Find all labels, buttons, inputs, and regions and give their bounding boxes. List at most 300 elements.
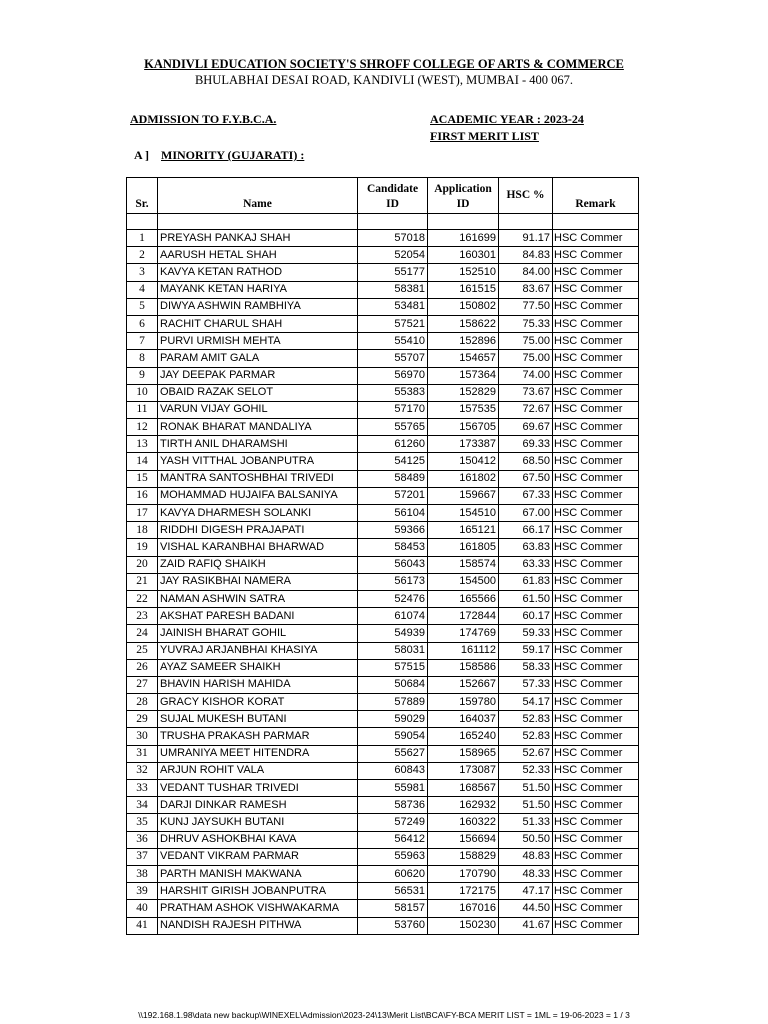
row-hsc-percent: 60.17 [499,608,553,625]
row-name: BHAVIN HARISH MAHIDA [158,676,358,693]
row-candidate-id: 58031 [358,642,428,659]
row-name: UMRANIYA MEET HITENDRA [158,745,358,762]
table-row [127,230,639,247]
row-candidate-id: 60843 [358,762,428,779]
table-row [127,762,639,779]
row-remark: HSC Commer [553,264,639,281]
row-name: ARJUN ROHIT VALA [158,762,358,779]
row-candidate-id: 61074 [358,608,428,625]
row-name: JAY RASIKBHAI NAMERA [158,573,358,590]
row-application-id: 160322 [428,814,499,831]
row-name: ZAID RAFIQ SHAIKH [158,556,358,573]
table-row [127,711,639,728]
header-hsc: HSC % [499,178,553,214]
row-candidate-id: 57018 [358,230,428,247]
table-row [127,453,639,470]
row-hsc-percent: 68.50 [499,453,553,470]
row-name: RIDDHI DIGESH PRAJAPATI [158,522,358,539]
row-remark: HSC Commer [553,470,639,487]
row-sr: 41 [127,917,158,934]
row-name: RACHIT CHARUL SHAH [158,315,358,332]
row-sr: 20 [127,556,158,573]
row-sr: 11 [127,401,158,418]
header-sr: Sr. [127,178,158,214]
row-name: DHRUV ASHOKBHAI KAVA [158,831,358,848]
table-row [127,401,639,418]
row-application-id: 173387 [428,436,499,453]
row-sr: 3 [127,264,158,281]
table-row [127,831,639,848]
row-application-id: 161112 [428,642,499,659]
row-candidate-id: 56531 [358,883,428,900]
row-sr: 23 [127,608,158,625]
row-application-id: 152896 [428,333,499,350]
row-candidate-id: 55627 [358,745,428,762]
row-name: VEDANT TUSHAR TRIVEDI [158,780,358,797]
row-remark: HSC Commer [553,367,639,384]
row-sr: 1 [127,230,158,247]
row-sr: 7 [127,333,158,350]
table-row [127,745,639,762]
row-sr: 12 [127,419,158,436]
row-application-id: 165240 [428,728,499,745]
row-application-id: 152829 [428,384,499,401]
table-row [127,247,639,264]
table-row [127,264,639,281]
row-sr: 29 [127,711,158,728]
row-hsc-percent: 91.17 [499,230,553,247]
row-application-id: 158965 [428,745,499,762]
row-remark: HSC Commer [553,780,639,797]
row-sr: 34 [127,797,158,814]
institution-address: BHULABHAI DESAI ROAD, KANDIVLI (WEST), MUMBAI - 400 067. [194,73,574,87]
row-remark: HSC Commer [553,401,639,418]
row-application-id: 157364 [428,367,499,384]
row-hsc-percent: 47.17 [499,883,553,900]
row-application-id: 161515 [428,281,499,298]
header-name: Name [158,178,358,214]
row-sr: 22 [127,590,158,607]
row-remark: HSC Commer [553,642,639,659]
row-sr: 24 [127,625,158,642]
row-hsc-percent: 67.33 [499,487,553,504]
row-remark: HSC Commer [553,281,639,298]
row-candidate-id: 55410 [358,333,428,350]
row-sr: 13 [127,436,158,453]
row-application-id: 158829 [428,848,499,865]
row-sr: 9 [127,367,158,384]
footer-path: \\192.168.1.98\data new backup\WINEXEL\Admission\2023-24\13\Merit List\BCA\FY-BCA MERIT LIST = 1ML = 19-06-2023 = 1 / 3 [138,1010,630,1020]
row-name: AKSHAT PARESH BADANI [158,608,358,625]
row-application-id: 158574 [428,556,499,573]
table-row [127,333,639,350]
row-hsc-percent: 67.00 [499,505,553,522]
row-application-id: 164037 [428,711,499,728]
row-remark: HSC Commer [553,848,639,865]
row-remark: HSC Commer [553,865,639,882]
row-sr: 32 [127,762,158,779]
row-name: TIRTH ANIL DHARAMSHI [158,436,358,453]
row-hsc-percent: 67.50 [499,470,553,487]
table-row [127,522,639,539]
row-remark: HSC Commer [553,333,639,350]
row-candidate-id: 55765 [358,419,428,436]
row-application-id: 154510 [428,505,499,522]
row-application-id: 158622 [428,315,499,332]
row-name: VEDANT VIKRAM PARMAR [158,848,358,865]
row-hsc-percent: 73.67 [499,384,553,401]
row-hsc-percent: 52.33 [499,762,553,779]
row-remark: HSC Commer [553,659,639,676]
row-hsc-percent: 59.17 [499,642,553,659]
table-row [127,917,639,934]
row-hsc-percent: 75.33 [499,315,553,332]
table-row [127,642,639,659]
row-remark: HSC Commer [553,762,639,779]
row-candidate-id: 57889 [358,694,428,711]
row-candidate-id: 58157 [358,900,428,917]
row-candidate-id: 59029 [358,711,428,728]
row-hsc-percent: 63.83 [499,539,553,556]
table-header-row [127,178,639,214]
row-candidate-id: 55707 [358,350,428,367]
row-application-id: 172844 [428,608,499,625]
table-row [127,470,639,487]
row-sr: 4 [127,281,158,298]
row-candidate-id: 55963 [358,848,428,865]
row-candidate-id: 57515 [358,659,428,676]
row-application-id: 165566 [428,590,499,607]
row-sr: 35 [127,814,158,831]
row-hsc-percent: 48.83 [499,848,553,865]
row-application-id: 154657 [428,350,499,367]
row-remark: HSC Commer [553,573,639,590]
table-row [127,797,639,814]
table-row [127,573,639,590]
row-candidate-id: 56173 [358,573,428,590]
section-prefix: A ] [134,148,149,162]
table-row [127,780,639,797]
row-remark: HSC Commer [553,539,639,556]
table-row [127,900,639,917]
row-remark: HSC Commer [553,384,639,401]
row-hsc-percent: 51.50 [499,780,553,797]
row-application-id: 159667 [428,487,499,504]
table-row [127,315,639,332]
row-sr: 6 [127,315,158,332]
table-row [127,865,639,882]
row-hsc-percent: 41.67 [499,917,553,934]
row-candidate-id: 55177 [358,264,428,281]
row-remark: HSC Commer [553,676,639,693]
table-row [127,298,639,315]
row-name: KAVYA DHARMESH SOLANKI [158,505,358,522]
table-row [127,436,639,453]
row-hsc-percent: 54.17 [499,694,553,711]
row-name: KUNJ JAYSUKH BUTANI [158,814,358,831]
row-hsc-percent: 58.33 [499,659,553,676]
row-candidate-id: 60620 [358,865,428,882]
row-remark: HSC Commer [553,797,639,814]
row-candidate-id: 57170 [358,401,428,418]
row-remark: HSC Commer [553,350,639,367]
header-candidate-line1: Candidate [366,183,419,195]
row-hsc-percent: 52.83 [499,711,553,728]
row-application-id: 162932 [428,797,499,814]
row-hsc-percent: 59.33 [499,625,553,642]
row-sr: 37 [127,848,158,865]
row-remark: HSC Commer [553,505,639,522]
table-row [127,505,639,522]
table-row [127,367,639,384]
row-application-id: 167016 [428,900,499,917]
row-sr: 27 [127,676,158,693]
row-name: DIWYA ASHWIN RAMBHIYA [158,298,358,315]
row-hsc-percent: 69.67 [499,419,553,436]
row-candidate-id: 54125 [358,453,428,470]
row-sr: 28 [127,694,158,711]
row-candidate-id: 55383 [358,384,428,401]
row-sr: 5 [127,298,158,315]
table-row [127,814,639,831]
row-hsc-percent: 69.33 [499,436,553,453]
row-hsc-percent: 75.00 [499,350,553,367]
row-application-id: 174769 [428,625,499,642]
row-sr: 33 [127,780,158,797]
row-hsc-percent: 61.50 [499,590,553,607]
row-name: KAVYA KETAN RATHOD [158,264,358,281]
row-remark: HSC Commer [553,694,639,711]
header-application-id [428,178,499,214]
row-hsc-percent: 83.67 [499,281,553,298]
row-sr: 15 [127,470,158,487]
row-remark: HSC Commer [553,453,639,470]
row-name: NANDISH RAJESH PITHWA [158,917,358,934]
table-row [127,728,639,745]
row-candidate-id: 56970 [358,367,428,384]
row-sr: 36 [127,831,158,848]
row-name: PREYASH PANKAJ SHAH [158,230,358,247]
header-remark: Remark [553,178,639,214]
row-name: JAY DEEPAK PARMAR [158,367,358,384]
table-row [127,848,639,865]
row-hsc-percent: 51.50 [499,797,553,814]
row-candidate-id: 56104 [358,505,428,522]
row-hsc-percent: 66.17 [499,522,553,539]
row-name: YASH VITTHAL JOBANPUTRA [158,453,358,470]
table-row [127,487,639,504]
row-hsc-percent: 63.33 [499,556,553,573]
row-name: PRATHAM ASHOK VISHWAKARMA [158,900,358,917]
row-hsc-percent: 61.83 [499,573,553,590]
row-name: JAINISH BHARAT GOHIL [158,625,358,642]
row-candidate-id: 54939 [358,625,428,642]
row-application-id: 157535 [428,401,499,418]
table-row [127,625,639,642]
table-row [127,676,639,693]
row-application-id: 172175 [428,883,499,900]
row-sr: 10 [127,384,158,401]
row-sr: 21 [127,573,158,590]
row-name: VISHAL KARANBHAI BHARWAD [158,539,358,556]
row-hsc-percent: 84.00 [499,264,553,281]
row-remark: HSC Commer [553,883,639,900]
row-application-id: 165121 [428,522,499,539]
row-application-id: 154500 [428,573,499,590]
row-application-id: 161805 [428,539,499,556]
row-candidate-id: 52476 [358,590,428,607]
row-sr: 17 [127,505,158,522]
row-sr: 26 [127,659,158,676]
row-name: YUVRAJ ARJANBHAI KHASIYA [158,642,358,659]
row-sr: 38 [127,865,158,882]
row-remark: HSC Commer [553,315,639,332]
row-remark: HSC Commer [553,711,639,728]
row-application-id: 156694 [428,831,499,848]
row-candidate-id: 57521 [358,315,428,332]
header-candidate-id [358,178,428,214]
header-application-line2: ID [456,198,470,210]
row-candidate-id: 59054 [358,728,428,745]
row-name: GRACY KISHOR KORAT [158,694,358,711]
row-sr: 39 [127,883,158,900]
table-row [127,419,639,436]
row-sr: 14 [127,453,158,470]
row-sr: 19 [127,539,158,556]
row-remark: HSC Commer [553,247,639,264]
row-candidate-id: 58489 [358,470,428,487]
row-application-id: 170790 [428,865,499,882]
row-remark: HSC Commer [553,590,639,607]
table-row [127,883,639,900]
row-name: TRUSHA PRAKASH PARMAR [158,728,358,745]
row-hsc-percent: 74.00 [499,367,553,384]
row-sr: 25 [127,642,158,659]
row-remark: HSC Commer [553,608,639,625]
row-name: DARJI DINKAR RAMESH [158,797,358,814]
table-row [127,590,639,607]
table-row [127,608,639,625]
row-name: SUJAL MUKESH BUTANI [158,711,358,728]
row-application-id: 152510 [428,264,499,281]
row-hsc-percent: 48.33 [499,865,553,882]
row-remark: HSC Commer [553,436,639,453]
row-application-id: 168567 [428,780,499,797]
row-hsc-percent: 51.33 [499,814,553,831]
row-name: RONAK BHARAT MANDALIYA [158,419,358,436]
row-sr: 31 [127,745,158,762]
row-sr: 40 [127,900,158,917]
merit-list-table [126,177,639,935]
row-name: MANTRA SANTOSHBHAI TRIVEDI [158,470,358,487]
row-sr: 2 [127,247,158,264]
academic-year: ACADEMIC YEAR : 2023-24 [430,112,584,126]
row-application-id: 150802 [428,298,499,315]
row-remark: HSC Commer [553,728,639,745]
row-application-id: 159780 [428,694,499,711]
row-application-id: 161699 [428,230,499,247]
row-application-id: 160301 [428,247,499,264]
table-row [127,281,639,298]
header-application-line1: Application [434,183,492,195]
row-candidate-id: 58736 [358,797,428,814]
row-candidate-id: 57201 [358,487,428,504]
row-application-id: 158586 [428,659,499,676]
admission-title: ADMISSION TO F.Y.B.C.A. [130,112,277,126]
row-candidate-id: 56043 [358,556,428,573]
row-hsc-percent: 84.83 [499,247,553,264]
row-name: MOHAMMAD HUJAIFA BALSANIYA [158,487,358,504]
row-hsc-percent: 77.50 [499,298,553,315]
table-row [127,384,639,401]
row-candidate-id: 55981 [358,780,428,797]
row-remark: HSC Commer [553,831,639,848]
row-hsc-percent: 44.50 [499,900,553,917]
row-application-id: 173087 [428,762,499,779]
table-row [127,556,639,573]
row-remark: HSC Commer [553,419,639,436]
row-sr: 8 [127,350,158,367]
row-name: OBAID RAZAK SELOT [158,384,358,401]
row-sr: 16 [127,487,158,504]
row-remark: HSC Commer [553,522,639,539]
row-hsc-percent: 52.67 [499,745,553,762]
row-remark: HSC Commer [553,900,639,917]
row-candidate-id: 56412 [358,831,428,848]
table-row [127,659,639,676]
row-name: AYAZ SAMEER SHAIKH [158,659,358,676]
row-remark: HSC Commer [553,814,639,831]
row-sr: 18 [127,522,158,539]
row-application-id: 150230 [428,917,499,934]
section-title: MINORITY (GUJARATI) : [161,148,305,162]
row-name: AARUSH HETAL SHAH [158,247,358,264]
table-row [127,350,639,367]
row-remark: HSC Commer [553,917,639,934]
row-application-id: 161802 [428,470,499,487]
row-candidate-id: 53481 [358,298,428,315]
row-application-id: 150412 [428,453,499,470]
table-row [127,694,639,711]
row-candidate-id: 58381 [358,281,428,298]
blank-row [127,214,639,230]
row-candidate-id: 61260 [358,436,428,453]
row-remark: HSC Commer [553,298,639,315]
row-hsc-percent: 75.00 [499,333,553,350]
row-remark: HSC Commer [553,230,639,247]
row-name: HARSHIT GIRISH JOBANPUTRA [158,883,358,900]
row-candidate-id: 58453 [358,539,428,556]
row-remark: HSC Commer [553,556,639,573]
row-remark: HSC Commer [553,487,639,504]
row-remark: HSC Commer [553,745,639,762]
row-remark: HSC Commer [553,625,639,642]
row-candidate-id: 59366 [358,522,428,539]
row-name: VARUN VIJAY GOHIL [158,401,358,418]
row-sr: 30 [127,728,158,745]
row-candidate-id: 53760 [358,917,428,934]
row-candidate-id: 57249 [358,814,428,831]
row-hsc-percent: 72.67 [499,401,553,418]
institution-name: KANDIVLI EDUCATION SOCIETY'S SHROFF COLLEGE OF ARTS & COMMERCE [144,57,624,71]
row-name: PARTH MANISH MAKWANA [158,865,358,882]
row-name: NAMAN ASHWIN SATRA [158,590,358,607]
row-name: MAYANK KETAN HARIYA [158,281,358,298]
table-row [127,539,639,556]
row-hsc-percent: 50.50 [499,831,553,848]
row-name: PURVI URMISH MEHTA [158,333,358,350]
row-name: PARAM AMIT GALA [158,350,358,367]
